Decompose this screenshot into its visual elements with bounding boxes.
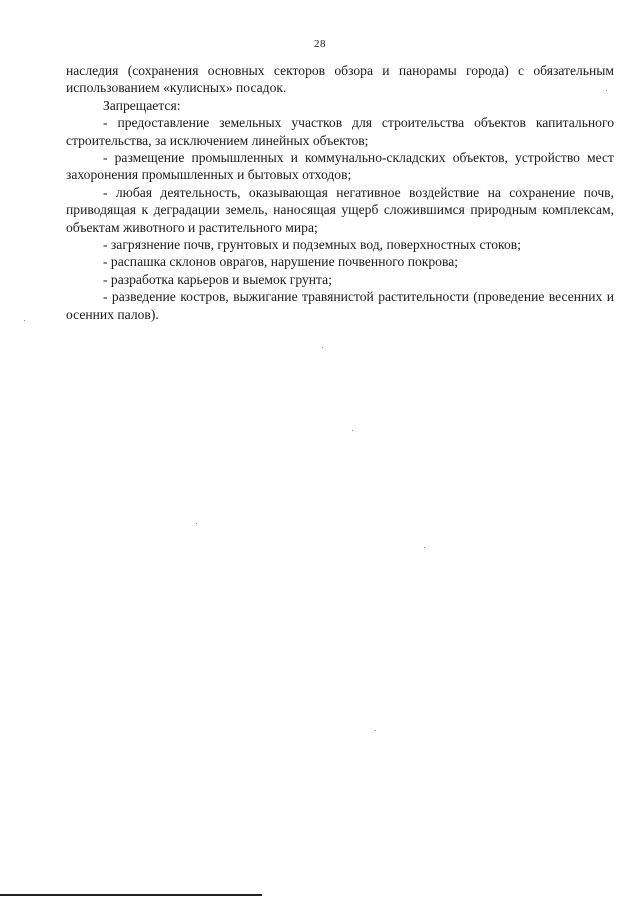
scan-speck: [196, 523, 197, 524]
scan-speck: [24, 320, 25, 321]
list-item-land-plots: - предоставление земельных участков для строительства объектов капитального строительства, за исключением линейных объектов;: [66, 115, 614, 148]
list-item-plowing: - распашка склонов оврагов, нарушение почвенного покрова;: [103, 254, 459, 270]
scan-speck: [375, 730, 376, 731]
scan-speck: [424, 547, 425, 548]
page-number: 28: [314, 38, 326, 50]
list-item-harmful-activity: - любая деятельность, оказывающая негативное воздействие на сохранение почв, приводящая к деградации земель, наносящая ущерб сложившимся природным комплексам, объектам животного и растительного мира;: [66, 184, 614, 235]
scan-speck: [322, 347, 323, 348]
list-item-industrial-objects: - размещение промышленных и коммунально-складских объектов, устройство мест захоронения промышленных и бытовых отходов;: [66, 150, 614, 183]
list-item-quarries: - разработка карьеров и выемок грунта;: [103, 271, 332, 287]
paragraph-heritage-continuation: наследия (сохранения основных секторов обзора и панорамы города) с обязательным использованием «кулисных» посадок.: [66, 63, 614, 96]
scan-edge-line: [0, 894, 262, 896]
list-item-pollution: - загрязнение почв, грунтовых и подземных вод, поверхностных стоков;: [103, 237, 521, 253]
document-body: [66, 62, 614, 323]
paragraph-prohibited-heading: Запрещается:: [103, 97, 181, 113]
scan-speck: [352, 430, 353, 431]
list-item-fires: - разведение костров, выжигание травянистой растительности (проведение весенних и осенних палов).: [66, 289, 614, 322]
scan-speck: [606, 90, 607, 91]
